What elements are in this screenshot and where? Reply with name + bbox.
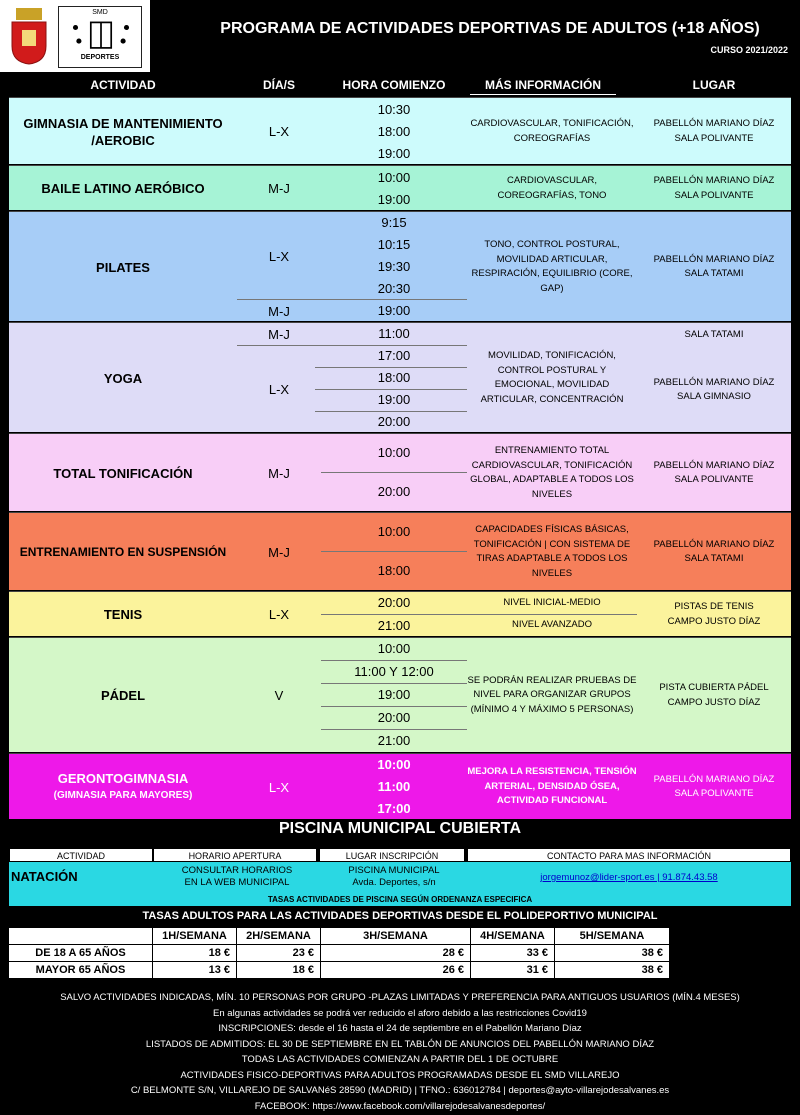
activity-place: PABELLÓN MARIANO DÍAZ SALA TATAMI <box>653 538 775 564</box>
activity-days: M-J <box>268 181 290 196</box>
activity-days: L-X <box>268 381 290 397</box>
time-slot: 17:00 <box>377 348 411 363</box>
activity-days: M-J <box>268 465 290 481</box>
pool-head-actividad: ACTIVIDAD <box>9 848 153 862</box>
activity-days: M-J <box>268 326 290 342</box>
activity-name: PÁDEL <box>100 688 146 703</box>
activity-name: ENTRENAMIENTO EN SUSPENSIÓN <box>19 544 227 559</box>
block-yoga <box>9 322 791 432</box>
time-slot: 18:00 <box>377 370 411 385</box>
pool-note: TASAS ACTIVIDADES DE PISCINA SEGÚN ORDENANZA ESPECIFICA <box>9 894 791 906</box>
pool-contact <box>467 872 791 884</box>
activity-name: TENIS <box>103 607 143 622</box>
activity-days: M-J <box>268 544 290 560</box>
activity-name: BAILE LATINO AERÓBICO <box>41 181 205 196</box>
activity-info: CARDIOVASCULAR, COREOGRAFÍAS, TONO <box>497 175 607 201</box>
activity-place: PABELLÓN MARIANO DÍAZ SALA POLIVANTE <box>653 175 775 201</box>
time-slot: 20:00 <box>377 484 411 499</box>
time-slot: 11:00 Y 12:00 <box>354 664 434 679</box>
pool-activity: NATACIÓN <box>11 869 78 884</box>
fees-header-row <box>9 928 669 945</box>
time-slot: 11:00 <box>377 779 411 794</box>
fee-header: 1H/SEMANA <box>152 928 236 945</box>
activity-name: TOTAL TONIFICACIÓN <box>53 465 193 481</box>
time-slot: 18:00 <box>377 563 411 578</box>
footer-line: INSCRIPCIONES: desde el 16 hasta el 24 de septiembre en el Pabellón Mariano Díaz <box>218 1023 582 1034</box>
activity-info: MOVILIDAD, TONIFICACIÓN, CONTROL POSTURAL Y EMOCIONAL, MOVILIDAD ARTICULAR, CONCENTRACIÓN <box>480 350 624 405</box>
time-slot: 10:00 <box>377 445 411 460</box>
block-gerontogimnasia <box>9 753 791 819</box>
time-slot: 10:30 <box>377 102 411 117</box>
activity-days: V <box>274 688 284 703</box>
pool-head-horario: HORARIO APERTURA <box>153 848 317 862</box>
pool-hours: CONSULTAR HORARIOS EN LA WEB MUNICIPAL <box>181 865 293 888</box>
time-slot: 10:00 <box>377 170 411 185</box>
activity-info: NIVEL AVANZADO <box>511 619 593 631</box>
fee-label: DE 18 A 65 AÑOS <box>35 947 126 959</box>
time-slot: 10:15 <box>377 237 411 252</box>
fee-value: 31 € <box>470 962 554 979</box>
pool-head-lugar: LUGAR INSCRIPCIÓN <box>319 848 465 862</box>
activity-days: M-J <box>268 303 290 319</box>
logo-area <box>0 0 150 72</box>
activity-place: PABELLÓN MARIANO DÍAZ SALA POLIVANTE <box>653 773 775 799</box>
time-slot: 19:00 <box>377 146 411 161</box>
course-label: CURSO 2021/2022 <box>710 45 788 55</box>
footer-line: TODAS LAS ACTIVIDADES COMIENZAN A PARTIR DEL 1 DE OCTUBRE <box>241 1054 559 1065</box>
time-slot: 19:00 <box>377 687 411 702</box>
time-slot: 9:15 <box>381 215 407 230</box>
activity-name: GERONTOGIMNASIA (GIMNASIA PARA MAYORES) <box>53 771 193 801</box>
col-info: MÁS INFORMACIÓN <box>470 78 616 95</box>
fee-header: 4H/SEMANA <box>470 928 554 945</box>
fee-value: 26 € <box>320 962 470 979</box>
fees-row <box>9 945 669 962</box>
page-title: PROGRAMA DE ACTIVIDADES DEPORTIVAS DE ADULTOS (+18 AÑOS) <box>220 20 760 37</box>
pool-title: PISCINA MUNICIPAL CUBIERTA <box>278 820 522 837</box>
time-slot: 20:30 <box>377 281 411 296</box>
town-shield-icon <box>8 6 50 66</box>
activity-days: L-X <box>268 779 290 795</box>
activity-info: CARDIOVASCULAR, TONIFICACIÓN, COREOGRAFÍAS <box>470 118 634 144</box>
time-slot: 17:00 <box>377 801 411 816</box>
fees-row <box>9 962 669 979</box>
column-headers <box>0 73 800 97</box>
time-slot: 20:00 <box>377 595 411 610</box>
activity-place-top: SALA TATAMI <box>684 328 744 340</box>
pool-head-contacto: CONTACTO PARA MAS INFORMACIÓN <box>467 848 791 862</box>
footer-line: LISTADOS DE ADMITIDOS: EL 30 DE SEPTIEMBRE EN EL TABLÓN DE ANUNCIOS DEL PABELLÓN MARIANO DÍAZ <box>145 1038 655 1050</box>
activity-place: PABELLÓN MARIANO DÍAZ SALA TATAMI <box>653 253 775 279</box>
fee-value: 13 € <box>152 962 236 979</box>
fee-value: 38 € <box>554 962 669 979</box>
fee-header: 3H/SEMANA <box>320 928 470 945</box>
divider <box>321 472 467 473</box>
col-dias: DÍA/S <box>262 78 295 92</box>
block-gimnasia <box>9 97 791 164</box>
activity-info: SE PODRÁN REALIZAR PRUEBAS DE NIVEL PARA ORGANIZAR GRUPOS (MÍNIMO 4 Y MÁXIMO 5 PERSONAS) <box>467 674 637 715</box>
activity-days: L-X <box>268 607 290 622</box>
time-slot: 19:00 <box>377 192 411 207</box>
fee-value: 28 € <box>320 945 470 962</box>
email-link[interactable]: jorgemunoz@lider-sport.es <box>540 872 655 883</box>
time-slot: 10:00 <box>377 641 411 656</box>
time-slot: 10:00 <box>377 524 411 539</box>
activity-info: NIVEL INICIAL-MEDIO <box>503 596 601 608</box>
block-tonificacion <box>9 433 791 511</box>
activity-place: PISTA CUBIERTA PÁDEL CAMPO JUSTO DÍAZ <box>659 682 769 708</box>
col-hora: HORA COMIENZO <box>342 78 446 92</box>
fee-value: 18 € <box>152 945 236 962</box>
activity-name: GIMNASIA DE MANTENIMIENTO /AEROBIC <box>23 115 223 148</box>
activity-info: MEJORA LA RESISTENCIA, TENSIÓN ARTERIAL, DENSIDAD ÓSEA, ACTIVIDAD FUNCIONAL <box>467 766 637 807</box>
activity-days: L-X <box>268 124 290 139</box>
fee-value: 18 € <box>236 962 320 979</box>
facebook-link[interactable]: FACEBOOK: https://www.facebook.com/villarejodesalvanesdeportes/ <box>254 1100 546 1112</box>
smd-logo-text: SMD <box>92 9 108 16</box>
fee-header: 2H/SEMANA <box>236 928 320 945</box>
fee-value: 33 € <box>470 945 554 962</box>
pool-place: PISCINA MUNICIPAL Avda. Deportes, s/n <box>348 865 440 888</box>
fee-value: 23 € <box>236 945 320 962</box>
pool-row <box>9 862 791 894</box>
time-slot: 11:00 <box>378 326 410 341</box>
activity-info: CAPACIDADES FÍSICAS BÁSICAS, TONIFICACIÓN | CON SISTEMA DE TIRAS ADAPTABLE A TODOS LOS NIVELES <box>473 524 631 579</box>
col-actividad: ACTIVIDAD <box>90 78 156 92</box>
footer-contact: C/ BELMONTE S/N, VILLAREJO DE SALVANéS 28590 (MADRID) | TFNO.: 636012784 | deportes@ayto-villarejodesalvanes.es <box>130 1085 670 1096</box>
time-slot: 19:30 <box>377 259 411 274</box>
block-padel <box>9 637 791 752</box>
footer-line: ACTIVIDADES FISICO-DEPORTIVAS PARA ADULTOS PROGRAMADAS DESDE EL SMD VILLAREJO <box>180 1069 620 1081</box>
smd-logo <box>58 6 142 68</box>
time-slot: 19:00 <box>377 392 411 407</box>
smd-logo-sub: DEPORTES <box>80 54 120 61</box>
time-slot: 18:00 <box>377 124 411 139</box>
sports-figures-icon <box>59 19 143 53</box>
activity-info: TONO, CONTROL POSTURAL, MOVILIDAD ARTICULAR, RESPIRACIÓN, EQUILIBRIO (CORE, GAP) <box>471 239 633 294</box>
time-slot: 10:00 <box>377 757 411 772</box>
fee-header: 5H/SEMANA <box>554 928 669 945</box>
activity-place: PISTAS DE TENIS CAMPO JUSTO DÍAZ <box>667 601 761 627</box>
time-slot: 21:00 <box>377 618 411 633</box>
block-tenis <box>9 591 791 636</box>
activity-info: ENTRENAMIENTO TOTAL CARDIOVASCULAR, TONIFICACIÓN GLOBAL, ADAPTABLE A TODOS LOS NIVELES <box>470 445 634 500</box>
activity-name: PILATES <box>96 259 150 275</box>
activity-place: PABELLÓN MARIANO DÍAZ SALA GIMNASIO <box>653 376 775 402</box>
fees-table <box>9 928 669 979</box>
phone-text: | 91.874.43.58 <box>654 872 718 883</box>
time-slot: 19:00 <box>377 303 411 318</box>
header <box>0 0 800 72</box>
block-baile <box>9 165 791 210</box>
fees-title: TASAS ADULTOS PARA LAS ACTIVIDADES DEPORTIVAS DESDE EL POLIDEPORTIVO MUNICIPAL <box>142 910 658 922</box>
block-pilates <box>9 211 791 321</box>
footer <box>0 990 800 1114</box>
activity-days: L-X <box>268 248 290 264</box>
fee-label: MAYOR 65 AÑOS <box>35 964 126 976</box>
col-lugar: LUGAR <box>692 78 736 92</box>
activity-place: PABELLÓN MARIANO DÍAZ SALA POLIVANTE <box>653 118 775 144</box>
footer-line: SALVO ACTIVIDADES INDICADAS, MÍN. 10 PERSONAS POR GRUPO -PLAZAS LIMITADAS Y PREFERENCIA PARA ANTIGUOS USUARIOS (MÍN.4 MESES) <box>60 992 740 1003</box>
footer-line: En algunas actividades se podrá ver reducido el aforo debido a las restricciones Covid19 <box>213 1007 587 1019</box>
activity-place: PABELLÓN MARIANO DÍAZ SALA POLIVANTE <box>653 459 775 485</box>
time-slot: 20:00 <box>377 414 411 429</box>
time-slot: 20:00 <box>377 710 411 725</box>
divider <box>321 551 467 552</box>
block-suspension <box>9 512 791 590</box>
activity-name: YOGA <box>103 370 143 386</box>
time-slot: 21:00 <box>377 733 411 748</box>
fee-value: 38 € <box>554 945 669 962</box>
